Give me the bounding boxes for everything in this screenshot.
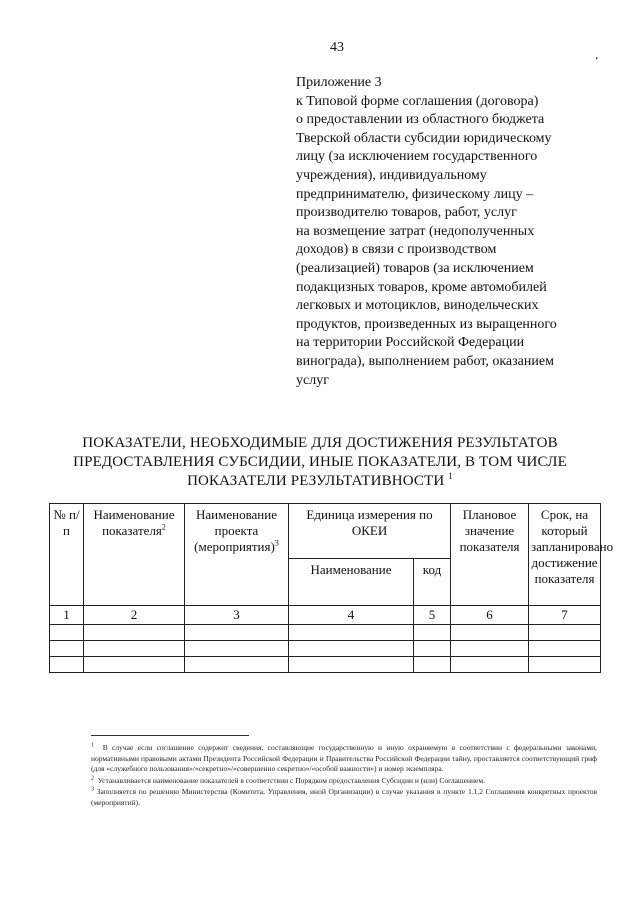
footnote-mark: 3 bbox=[91, 786, 94, 793]
footnote-text: Заполняется по решению Министерства (Комитета, Управления, иной Организации) в случае указания в пункте 1.1.2 Соглашения конкретных проектов (мероприятий). bbox=[91, 787, 597, 807]
header-unit-name: Наименование bbox=[289, 559, 414, 606]
appendix-line: предпринимателю, физическому лицу – bbox=[296, 186, 534, 202]
table-row bbox=[50, 657, 601, 673]
table-cell bbox=[289, 625, 414, 641]
column-number-row bbox=[50, 606, 601, 625]
header-indicator-name bbox=[84, 504, 185, 606]
title-line-2: ПРЕДОСТАВЛЕНИЯ СУБСИДИИ, ИНЫЕ ПОКАЗАТЕЛИ, В ТОМ ЧИСЛЕ bbox=[73, 454, 567, 470]
footnote-text: В случае если соглашение содержит сведения, составляющие государственную и иную охраняемую в соответствии с федеральными законами, нормативными правовыми актами Президента Российской Федерации и Правительства Российской Федерации тайну, проставляется соответствующий гриф (для «служебного пользования»/«секретно»/«совершенно секретно»/«особой важности») и номер экземпляра. bbox=[91, 743, 597, 774]
appendix-line: на территории Российской Федерации bbox=[296, 335, 525, 351]
table-cell bbox=[414, 657, 451, 673]
table-cell bbox=[414, 625, 451, 641]
table-cell bbox=[50, 641, 84, 657]
title-line-3 bbox=[40, 472, 600, 491]
footnote-mark: 2 bbox=[91, 775, 94, 782]
appendix-line: учреждения), индивидуальному bbox=[296, 167, 487, 183]
appendix-line: Приложение 3 bbox=[296, 75, 382, 90]
header-project-ref: 3 bbox=[274, 538, 279, 548]
header-deadline: Срок, на который запланировано достижение показателя bbox=[529, 504, 601, 606]
table-row bbox=[50, 641, 601, 657]
column-number: 4 bbox=[289, 606, 414, 625]
column-number: 3 bbox=[185, 606, 289, 625]
indicators-table bbox=[49, 503, 614, 673]
document-title bbox=[40, 434, 600, 491]
footnote-mark: 1 bbox=[91, 742, 94, 749]
appendix-line: о предоставлении из областного бюджета bbox=[296, 112, 545, 128]
header-unit: Единица измерения по ОКЕИ bbox=[289, 504, 451, 559]
footnotes bbox=[91, 743, 597, 810]
header-no: № п/п bbox=[50, 504, 84, 606]
appendix-line: лицу (за исключением государственного bbox=[296, 149, 538, 165]
header-unit-code: код bbox=[414, 559, 451, 606]
header-project-name-text: Наименование проекта (мероприятия) bbox=[194, 507, 277, 554]
title-line-1: ПОКАЗАТЕЛИ, НЕОБХОДИМЫЕ ДЛЯ ДОСТИЖЕНИЯ РЕЗУЛЬТАТОВ bbox=[82, 435, 558, 451]
footnote-text: Устанавливается наименование показателей в соответствии с Порядком предоставления Субсидии и (или) Соглашением. bbox=[97, 775, 485, 785]
appendix-line: подакцизных товаров, кроме автомобилей bbox=[296, 279, 547, 295]
appendix-line: услуг bbox=[296, 372, 329, 388]
header-indicator-ref: 2 bbox=[161, 522, 166, 532]
table-row bbox=[50, 625, 601, 641]
appendix-line: винограда), выполнением работ, оказанием bbox=[296, 353, 554, 369]
column-number: 6 bbox=[451, 606, 529, 625]
header-project-name bbox=[185, 504, 289, 606]
table-cell bbox=[185, 641, 289, 657]
table-cell bbox=[84, 641, 185, 657]
appendix-line: производителю товаров, работ, услуг bbox=[296, 205, 517, 221]
table-cell bbox=[529, 657, 601, 673]
title-line-3-text: ПОКАЗАТЕЛИ РЕЗУЛЬТАТИВНОСТИ bbox=[187, 473, 445, 489]
header-plan-value: Плановое значение показателя bbox=[451, 504, 529, 606]
table-cell bbox=[529, 625, 601, 641]
appendix-line: на возмещение затрат (недополученных bbox=[296, 223, 535, 239]
appendix-line: легковых и мотоциклов, винодельческих bbox=[296, 298, 539, 314]
appendix-header bbox=[296, 74, 596, 390]
table-cell bbox=[451, 657, 529, 673]
header-indicator-name-text: Наименование показателя bbox=[93, 507, 175, 538]
table-cell bbox=[185, 625, 289, 641]
title-footnote-ref: 1 bbox=[448, 471, 453, 481]
footnote-separator bbox=[91, 735, 249, 736]
table-cell bbox=[84, 625, 185, 641]
appendix-line: продуктов, произведенных из выращенного bbox=[296, 316, 557, 332]
column-number: 2 bbox=[84, 606, 185, 625]
table-cell bbox=[185, 657, 289, 673]
table-cell bbox=[451, 625, 529, 641]
table-header-row bbox=[50, 504, 601, 559]
page-number: 43 bbox=[330, 40, 344, 55]
column-number: 5 bbox=[414, 606, 451, 625]
column-number: 7 bbox=[529, 606, 601, 625]
footnote bbox=[91, 787, 597, 808]
table-cell bbox=[50, 657, 84, 673]
table-cell bbox=[50, 625, 84, 641]
table-cell bbox=[414, 641, 451, 657]
appendix-line: доходов) в связи с производством bbox=[296, 242, 497, 258]
table-cell bbox=[451, 641, 529, 657]
table-cell bbox=[289, 641, 414, 657]
footnote bbox=[91, 743, 597, 775]
corner-mark: . bbox=[595, 48, 599, 63]
table-cell bbox=[529, 641, 601, 657]
table-cell bbox=[289, 657, 414, 673]
appendix-line: Тверской области субсидии юридическому bbox=[296, 130, 552, 146]
footnote bbox=[91, 776, 597, 787]
appendix-line: (реализацией) товаров (за исключением bbox=[296, 260, 534, 276]
appendix-line: к Типовой форме соглашения (договора) bbox=[296, 93, 539, 109]
table-cell bbox=[84, 657, 185, 673]
column-number: 1 bbox=[50, 606, 84, 625]
